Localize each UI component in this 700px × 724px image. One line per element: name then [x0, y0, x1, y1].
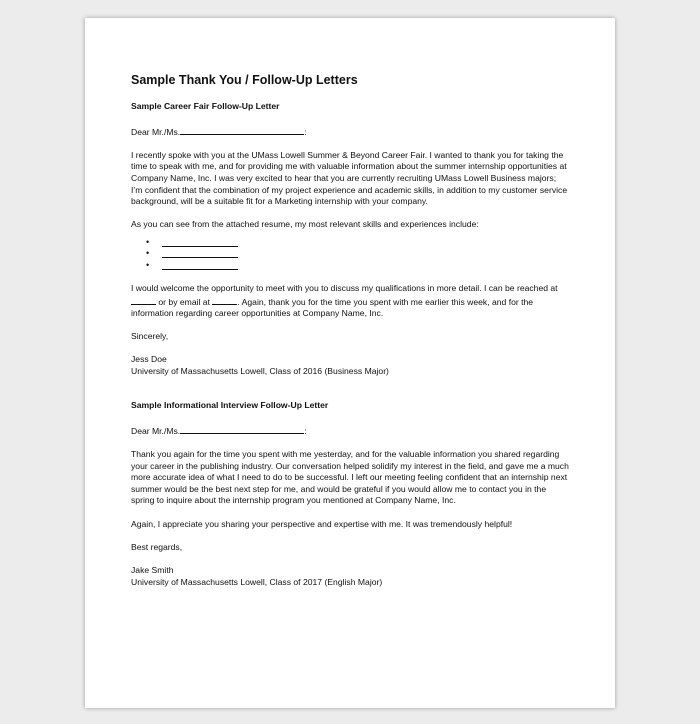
informational-signature	[131, 565, 569, 588]
skills-list	[131, 237, 569, 272]
salutation-suffix: :	[304, 425, 307, 436]
career-fair-paragraph-2: As you can see from the attached resume, my most relevant skills and experiences include:	[131, 219, 479, 230]
signer-name: Jake Smith	[131, 564, 174, 575]
salutation-prefix: Dear Mr./Ms.	[131, 425, 181, 436]
section-spacer	[131, 389, 569, 400]
signer-detail: University of Massachusetts Lowell, Class of 2017 (English Major)	[131, 576, 383, 587]
salutation-suffix: :	[304, 126, 307, 137]
salutation-prefix: Dear Mr./Ms.	[131, 126, 181, 137]
phone-blank-line	[131, 295, 156, 305]
signer-name: Jess Doe	[131, 354, 167, 365]
email-blank-line	[212, 295, 237, 305]
bullet-icon: •	[146, 236, 150, 247]
list-item	[146, 237, 569, 249]
career-fair-heading: Sample Career Fair Follow-Up Letter	[131, 101, 280, 111]
document-page	[85, 18, 615, 708]
informational-heading: Sample Informational Interview Follow-Up Letter	[131, 400, 329, 411]
list-item	[146, 248, 569, 260]
contact-text-3: . Again, thank you for the time you spent with me earlier this week, and for the information regarding career opportunities at Company Name, Inc.	[131, 296, 534, 319]
career-fair-paragraph-1: I recently spoke with you at the UMass Lowell Summer & Beyond Career Fair. I wanted to thank you for taking the time to speak with me, and for providing me with valuable information about the summer internship opportunities at Company Name, Inc. I was very excited to hear that you are currently recruiting UMass Lowell Business majors; I’m confident that the combination of my project experience and academic skills, in addition to my customer service background, will be a suitable fit for a Marketing internship with your company.	[131, 149, 568, 207]
name-blank-line	[180, 424, 307, 436]
list-item	[146, 260, 569, 272]
bullet-icon: •	[146, 248, 150, 259]
informational-paragraph-1: Thank you again for the time you spent with me yesterday, and for the valuable information you shared regarding your career in the publishing industry. Our conversation helped solidify my interest in the field, and gave me a much more accurate idea of what I need to do to be successful. I left our meeting feeling confident that an internship next summer would be the best next step for me, and would be grateful if you would allow me to contact you in the spring to inquire about the internship program you mentioned at Company Name, Inc.	[131, 449, 569, 506]
signer-detail: University of Massachusetts Lowell, Class of 2016 (Business Major)	[131, 366, 389, 377]
contact-text-1: I would welcome the opportunity to meet with you to discuss my qualifications in more detail. I can be reached at	[131, 282, 558, 293]
name-blank-line	[180, 125, 307, 137]
informational-closing: Best regards,	[131, 541, 183, 552]
skill-blank-line	[162, 237, 238, 247]
career-fair-closing: Sincerely,	[131, 331, 169, 342]
skill-blank-line	[162, 248, 238, 258]
document-title: Sample Thank You / Follow-Up Letters	[131, 73, 358, 87]
career-fair-salutation	[131, 125, 569, 139]
contact-text-2: or by email at	[158, 296, 210, 307]
bullet-icon: •	[146, 259, 150, 270]
career-fair-signature	[131, 354, 569, 377]
skill-blank-line	[162, 260, 238, 270]
informational-salutation	[131, 424, 569, 438]
career-fair-paragraph-3	[131, 283, 569, 320]
informational-paragraph-2: Again, I appreciate you sharing your perspective and expertise with me. It was tremendously helpful!	[131, 518, 513, 529]
